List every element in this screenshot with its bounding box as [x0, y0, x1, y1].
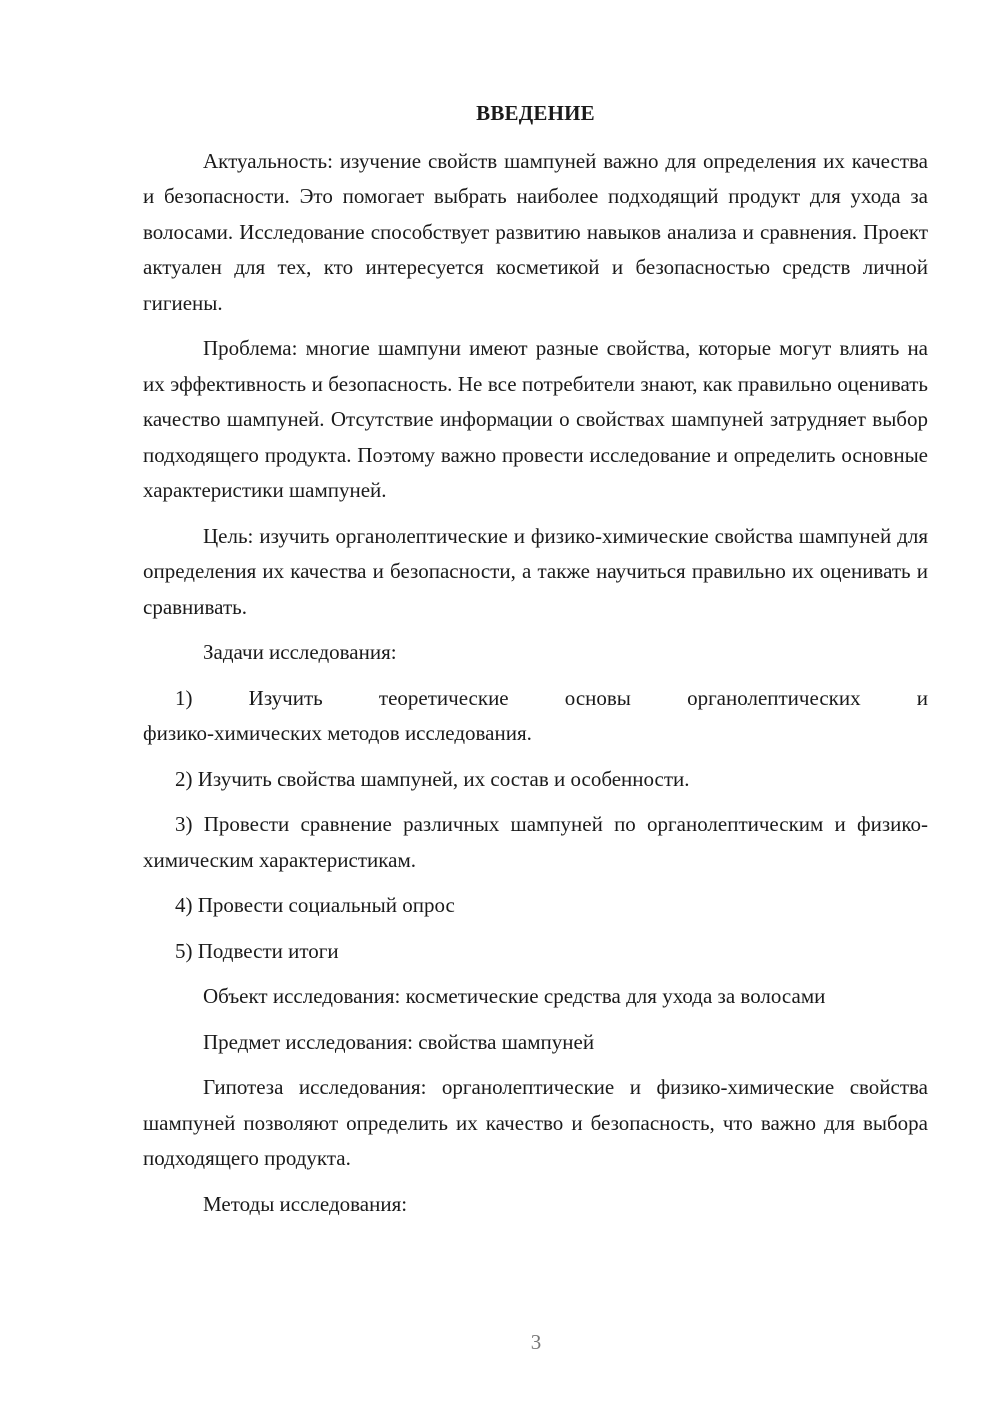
- task-item-5: 5) Подвести итоги: [175, 938, 339, 963]
- hypothesis-paragraph: Гипотеза исследования: органолептические и физико-химические свойства шампуней позволяют определить их качество и безопасность, что важно для выбора подходящего продукта.: [143, 1075, 928, 1170]
- problem-paragraph: Проблема: многие шампуни имеют разные свойства, которые могут влиять на их эффективность и безопасность. Не все потребители знают, как правильно оценивать качество шампуней. Отсутствие информации о свойствах шампуней затрудняет выбор подходящего продукта. Поэтому важно провести исследование и определить основные характеристики шампуней.: [143, 336, 928, 502]
- task-item-1: [143, 681, 928, 752]
- relevance-paragraph: Актуальность: изучение свойств шампуней важно для определения их качества и безопасности. Это помогает выбрать наиболее подходящий продукт для ухода за волосами. Исследование способствует развитию навыков анализа и сравнения. Проект актуален для тех, кто интересуется косметикой и безопасностью средств личной гигиены.: [143, 148, 928, 315]
- subject-paragraph: Предмет исследования: свойства шампуней: [203, 1029, 595, 1054]
- page-number: 3: [530, 1330, 542, 1354]
- task-item-2: 2) Изучить свойства шампуней, их состав и особенности.: [175, 766, 690, 791]
- task-item-1-line-1: 1) Изучить теоретические основы органолептических и: [175, 685, 928, 710]
- task-item-1-line-2: физико-химических методов исследования.: [143, 721, 532, 745]
- page-body: [143, 96, 928, 1232]
- goal-paragraph: Цель: изучить органолептические и физико-химические свойства шампуней для определения их качества и безопасности, а также научиться правильно их оценивать и сравнивать.: [143, 523, 928, 619]
- object-paragraph: Объект исследования: косметические средства для ухода за волосами: [203, 984, 826, 1008]
- methods-paragraph: Методы исследования:: [203, 1191, 408, 1216]
- page-heading: ВВЕДЕНИЕ: [476, 101, 595, 125]
- tasks-heading: Задачи исследования:: [203, 640, 397, 664]
- task-item-3: 3) Провести сравнение различных шампуней по органолептическим и физико-химическим характеристикам.: [143, 812, 928, 872]
- task-item-4: 4) Провести социальный опрос: [175, 893, 455, 917]
